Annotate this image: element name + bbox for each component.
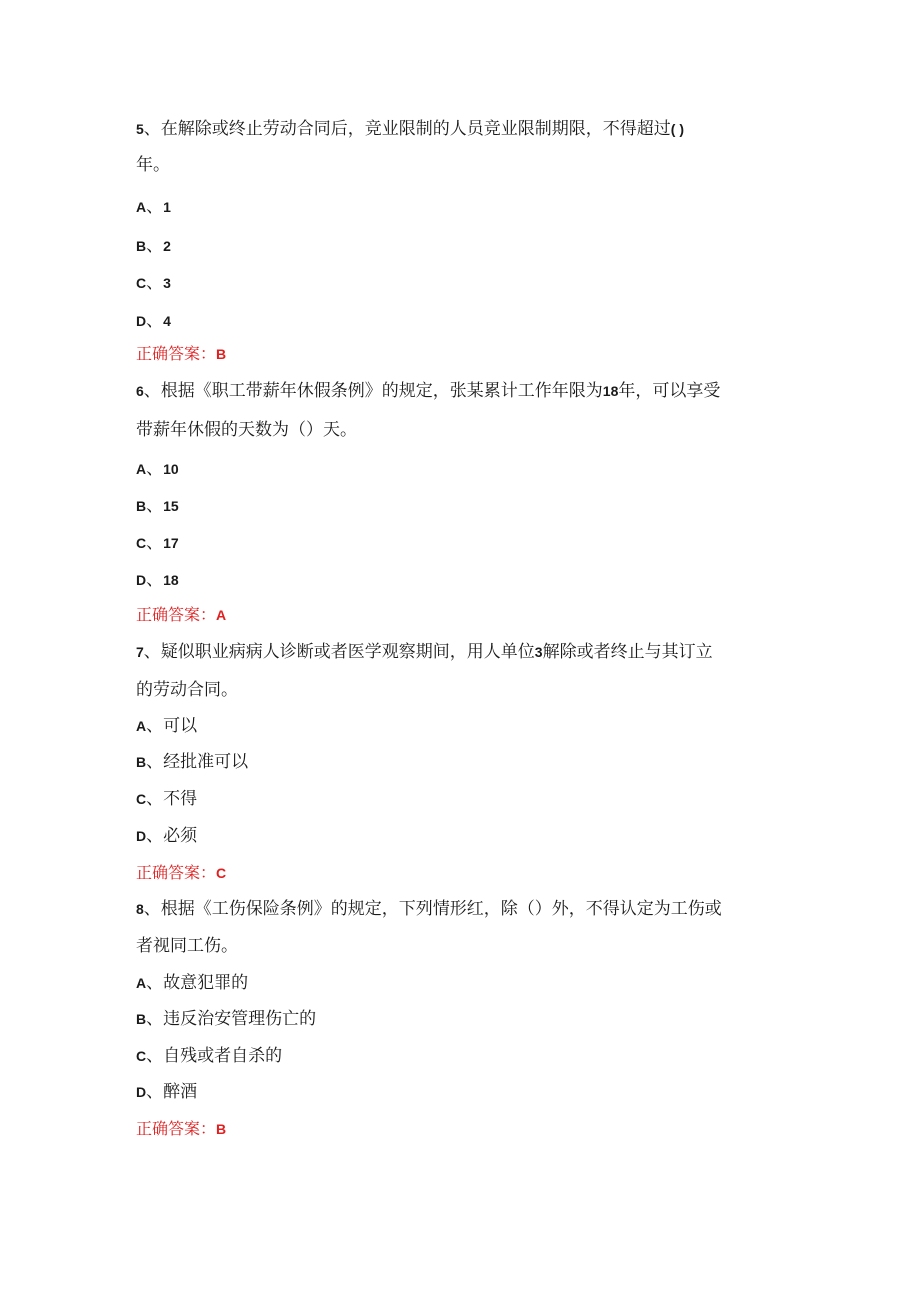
option-text: 经批准可以 [163,752,249,772]
question-8-line-1 [136,898,722,920]
option-text: 必须 [163,826,198,846]
question-6-line-2 [136,419,357,441]
option-text: 10 [163,461,179,477]
option-letter: D [136,828,147,844]
option-c [136,788,197,810]
option-b [136,1008,316,1030]
question-text: 的劳动合同。 [136,680,238,700]
option-a [136,196,171,218]
option-text: 4 [163,313,171,329]
separator: 、 [143,642,161,662]
answer-label: 正确答案： [136,605,217,624]
option-text: 15 [163,498,179,514]
option-letter: D [136,1084,147,1100]
option-letter: C [136,1048,147,1064]
separator: 、 [146,789,164,809]
option-text: 3 [163,275,171,291]
question-text: 年，可以享受 [618,381,721,401]
inline-number: 3 [534,644,543,660]
option-d [136,1081,197,1103]
answer-label: 正确答案： [136,1119,217,1138]
option-text: 18 [163,572,179,588]
separator: 、 [146,273,164,293]
option-letter: B [136,498,147,514]
option-c [136,1045,282,1067]
separator: 、 [146,496,164,516]
question-text: 带薪年休假的天数为（）天。 [136,420,357,440]
answer-label: 正确答案： [136,344,217,363]
question-7-line-1 [136,641,713,663]
separator: 、 [146,1046,164,1066]
question-6-line-1 [136,380,720,402]
question-text: 解除或者终止与其订立 [542,642,713,662]
option-letter: D [136,572,147,588]
question-text: 在解除或终止劳动合同后，竞业限制的人员竞业限制期限，不得超过 [160,119,671,139]
option-d [136,569,179,591]
separator: 、 [146,716,164,736]
question-text: 者视同工伤。 [136,936,238,956]
question-text: 根据《职工带薪年休假条例》的规定，张某累计工作年限为 [160,381,603,401]
correct-answer [136,604,226,626]
separator: 、 [143,899,161,919]
option-letter: A [136,461,147,477]
separator: 、 [146,236,164,256]
option-letter: C [136,791,147,807]
option-letter: B [136,238,147,254]
option-a [136,458,179,480]
answer-letter: C [216,865,227,881]
separator: 、 [146,826,164,846]
option-c [136,272,171,294]
option-letter: B [136,754,147,770]
separator: 、 [146,311,164,331]
option-d [136,825,197,847]
option-letter: C [136,275,147,291]
question-text: 年。 [136,155,170,175]
option-text: 自残或者自杀的 [163,1046,283,1066]
option-letter: B [136,1011,147,1027]
separator: 、 [146,1082,164,1102]
question-5-line-2 [136,154,170,176]
option-text: 故意犯罪的 [163,973,249,993]
question-text: 疑似职业病病人诊断或者医学观察期间，用人单位 [160,642,535,662]
separator: 、 [143,381,161,401]
option-b [136,495,179,517]
option-text: 违反治安管理伤亡的 [163,1009,317,1029]
option-b [136,235,171,257]
question-8-line-2 [136,935,238,957]
separator: 、 [146,1009,164,1029]
option-text: 17 [163,535,179,551]
option-text: 1 [163,199,171,215]
option-text: 不得 [163,789,198,809]
question-number: 8 [136,901,144,917]
separator: 、 [146,973,164,993]
answer-letter: B [216,1121,227,1137]
answer-letter: B [216,346,227,362]
question-7-line-2 [136,679,238,701]
option-letter: A [136,718,147,734]
question-number: 6 [136,383,144,399]
question-number: 7 [136,644,144,660]
question-5-line-1 [136,118,684,140]
separator: 、 [143,119,161,139]
question-text: 根据《工伤保险条例》的规定，下列情形红，除（）外，不得认定为工伤或 [160,899,722,919]
option-a [136,715,197,737]
separator: 、 [146,752,164,772]
option-letter: A [136,199,147,215]
separator: 、 [146,459,164,479]
answer-label: 正确答案： [136,863,217,882]
separator: 、 [146,570,164,590]
option-a [136,972,248,994]
option-letter: A [136,975,147,991]
option-letter: D [136,313,147,329]
option-text: 2 [163,238,171,254]
correct-answer [136,862,226,884]
option-d [136,310,171,332]
option-text: 可以 [163,716,198,736]
answer-letter: A [216,607,227,623]
separator: 、 [146,197,164,217]
separator: 、 [146,533,164,553]
correct-answer [136,343,226,365]
inline-number: 18 [602,383,619,399]
option-c [136,532,179,554]
correct-answer [136,1118,226,1140]
blank-paren: ( ) [670,121,685,137]
option-letter: C [136,535,147,551]
question-number: 5 [136,121,144,137]
option-text: 醉酒 [163,1082,198,1102]
option-b [136,751,248,773]
